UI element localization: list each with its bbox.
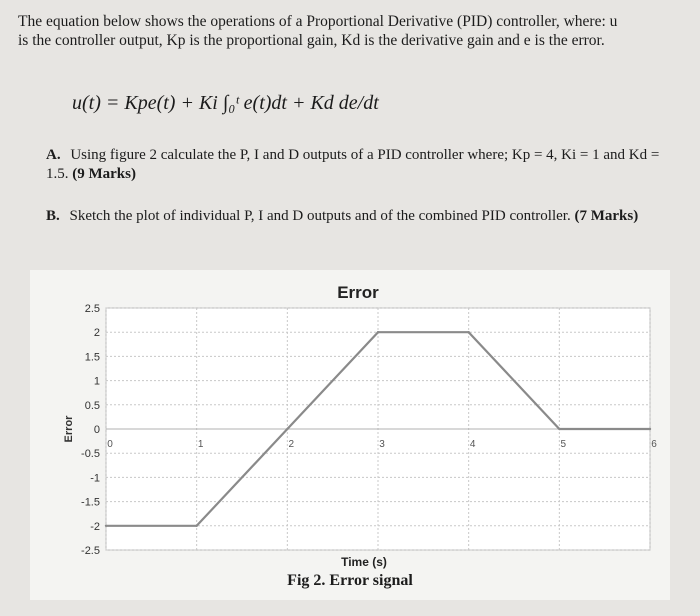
question-b	[46, 207, 666, 226]
x-tick-label: 4	[469, 439, 476, 450]
question-a-text: Using figure 2 calculate the P, I and D outputs of a PID controller where; Kp = 4, Ki = 1 and Kd = 1.5.	[46, 147, 660, 182]
y-tick-label: 2	[93, 327, 100, 340]
error-chart	[30, 270, 670, 570]
y-tick-label: 1	[93, 375, 100, 388]
y-tick-label: -2.5	[81, 545, 100, 557]
y-tick-label: 2.5	[84, 303, 100, 315]
chart-title: Error	[337, 283, 379, 302]
x-tick-label: 2	[288, 439, 295, 450]
y-tick-label: 1.5	[84, 351, 100, 364]
question-a-label: A.	[46, 147, 61, 163]
intro-text	[18, 12, 688, 50]
question-b-text: Sketch the plot of individual P, I and D outputs and of the combined PID controller.	[69, 208, 571, 224]
error-data-point	[286, 428, 288, 430]
y-tick-label: -1	[90, 472, 100, 485]
x-tick-label: 3	[379, 439, 385, 450]
figure-caption: Fig 2. Error signal	[287, 572, 413, 589]
x-tick-label: 6	[651, 439, 657, 450]
x-tick-label: 1	[197, 439, 204, 450]
question-b-label: B.	[46, 208, 60, 224]
x-tick-label: 5	[560, 439, 567, 450]
intro-line-2: is the controller output, Kp is the proportional gain, Kd is the derivative gain and e is the error.	[18, 32, 605, 49]
x-axis-label: Time (s)	[341, 555, 387, 569]
intro-line-1: The equation below shows the operations of a Proportional Derivative (PID) controller, where: u	[18, 13, 618, 30]
x-tick-label: 0	[107, 439, 113, 450]
error-data-point	[558, 428, 560, 430]
error-chart-panel	[30, 270, 670, 600]
error-data-point	[467, 331, 469, 333]
question-a	[46, 146, 666, 184]
error-data-point	[195, 525, 197, 527]
error-data-point	[649, 428, 651, 430]
pid-equation: u(t) = Kpe(t) + Ki ∫₀ᵗ e(t)dt + Kd de/dt	[72, 92, 379, 114]
error-data-point	[377, 331, 379, 333]
y-tick-label: 0	[93, 424, 100, 436]
error-data-point	[105, 525, 107, 527]
question-a-marks: (9 Marks)	[72, 166, 136, 182]
y-tick-label: -1.5	[81, 496, 100, 509]
question-b-marks: (7 Marks)	[574, 208, 639, 224]
y-tick-label: 0.5	[84, 399, 100, 412]
y-tick-label: -0.5	[81, 448, 100, 461]
y-tick-label: -2	[90, 520, 100, 533]
y-axis-label: Error	[63, 415, 75, 443]
